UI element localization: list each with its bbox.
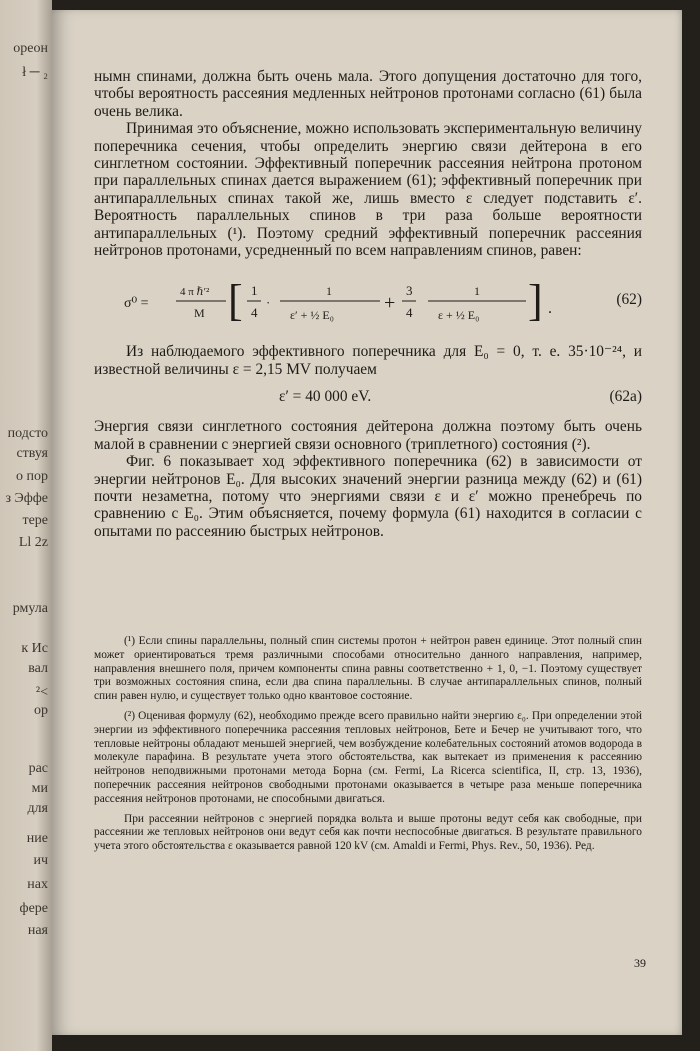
footnote-1: (¹) Если спины параллельны, полный спин системы протон + нейтрон равен единице. Этот полный спин может ориентироваться тремя различными способами относительно данного направления, например, направления внешнего поля, причем компоненты спина равны соответственно + 1, 0, −1. Поэтому существует три возможных состояния спина, если два спина параллельны. В случае антипараллельных спинов, полный спин равен нулю, и существует только одно квантовое состояние. — [94, 635, 642, 703]
left-page-fragment: ствуя — [16, 446, 48, 461]
equation-62a — [94, 388, 642, 410]
left-page-edge — [0, 0, 52, 1051]
left-page-fragment: ич — [33, 853, 48, 868]
prefactor-numerator: 4 π ℏ′² — [180, 286, 210, 299]
term2-coef-num: 3 — [406, 283, 413, 299]
left-bracket: [ — [228, 276, 243, 326]
term1-frac-num: 1 — [326, 284, 332, 299]
left-page-fragment: з Эффе — [5, 491, 48, 506]
paragraph-2: Принимая это объяснение, можно использовать экспериментальную величину поперечника сечения, чтобы определить энергию связи дейтерона в его синглетном состоянии. Эффективный поперечник рассеяния нейтрона протоном при параллельных спинах дается выражением (61); эффективный поперечник при антипараллельных спинах такой же, лишь вместо ε следует подставить ε′. Вероятность параллельных спинов в три раза больше вероятности антипараллельных (¹). Поэтому средний эффективный поперечник рассеяния нейтронов протонами, усредненный по всем направлениям спинов, равен: — [94, 120, 642, 260]
left-page-fragment: Ll 2z — [18, 535, 48, 550]
formula-62-expression — [94, 273, 564, 331]
paragraph-3: Из наблюдаемого эффективного поперечника для E₀ = 0, т. е. 35·10⁻²⁴, и известной величины ε = 2,15 MV получаем — [94, 343, 642, 378]
right-bracket: ] — [528, 276, 543, 326]
prefactor-denominator: M — [194, 306, 205, 321]
term1-coef-den: 4 — [251, 305, 258, 321]
dot-operator: · — [266, 295, 271, 311]
left-page-fragment: тере — [22, 513, 48, 528]
footnotes — [52, 635, 682, 854]
left-page-fragment: рас — [28, 761, 48, 776]
term2-frac-den: ε + ½ E₀ — [438, 308, 480, 323]
term1-frac-den: ε′ + ½ E₀ — [290, 308, 334, 323]
footnote-2: (²) Оценивая формулу (62), необходимо прежде всего правильно найти энергию ε₀. При определении этой энергии из эффективного поперечника рассеяния тепловых нейтронов, Бете и Бечер не учитывают того, что тепловые нейтроны обладают меньшей энергией, чем возбуждение колебательных состояний атомов водорода в молекуле парафина. В результате учета этого обстоятельства, как вытекает из применения к рассеянию нейтронов неподвижными протонами метода Борна (см. Fermi, La Ricerca scientifica, II, стр. 13, 1936), поперечник рассеяния нейтронов свободными протонами оказывается в четыре раза меньше поперечника рассеяния нейтронов протонами, не способными двигаться. — [94, 709, 642, 805]
formula-lhs: σ⁰ = — [124, 296, 149, 312]
left-page-fragment: ная — [27, 923, 48, 938]
left-page-fragment: ние — [26, 831, 48, 846]
left-page-fragment: ²< — [35, 685, 48, 700]
left-page-fragment: вал — [28, 661, 48, 676]
page-number: 39 — [634, 956, 646, 970]
equation-number-62: (62) — [616, 291, 642, 309]
left-page-fragment: ореон — [13, 41, 48, 56]
term2-coef-den: 4 — [406, 305, 413, 321]
paragraph-4: Энергия связи синглетного состояния дейтерона должна поэтому быть очень малой в сравнении с энергией связи основного (триплетного) состояния (²). — [94, 418, 642, 453]
left-page-fragment: для — [27, 801, 48, 816]
formula-62 — [94, 273, 642, 331]
equation-number-62a: (62a) — [609, 388, 642, 406]
left-page-fragment: нах — [27, 877, 48, 892]
left-page-fragment: рмула — [12, 601, 48, 616]
svg-text:.: . — [548, 300, 552, 318]
book-page — [52, 10, 682, 1035]
left-page-fragment: о пор — [16, 469, 48, 484]
left-page-fragment: ł ─ ₂ — [22, 65, 48, 80]
left-page-fragment: ми — [31, 781, 48, 796]
term2-frac-num: 1 — [474, 284, 480, 299]
term1-coef-num: 1 — [251, 283, 258, 299]
footnote-2-continued: При рассеянии нейтронов с энергией порядка вольта и выше протоны ведут себя как свободные, при рассеянии же тепловых нейтронов они ведут себя как почти неспособные двигаться. В результате правильного учета этого обстоятельства ε оказывается равной 120 kV (см. Amaldi и Fermi, Phys. Rev., 50, 1936). Ред. — [94, 812, 642, 853]
paragraph-1: нымн спинами, должна быть очень мала. Этого допущения достаточно для того, чтобы вероятность рассеяния медленных нейтронов протонами согласно (61) была очень велика. — [94, 68, 642, 120]
left-page-fragment: фере — [19, 901, 48, 916]
main-text — [52, 68, 682, 540]
equation-62a-text: ε′ = 40 000 eV. — [279, 388, 372, 406]
paragraph-5: Фиг. 6 показывает ход эффективного поперечника (62) в зависимости от энергии нейтронов E₀. Для высоких значений энергии разница между (62) и (61) почти незаметна, потому что энергиями связи ε и ε′ можно пренебречь по сравнению с E₀. Этим объясняется, почему формула (61) находится в согласии с опытами по рассеянию быстрых нейтронов. — [94, 453, 642, 540]
plus-sign: + — [384, 292, 396, 315]
left-page-fragment: ор — [34, 703, 48, 718]
left-page-fragment: подсто — [7, 426, 48, 441]
left-page-fragment: к Ис — [21, 641, 48, 656]
